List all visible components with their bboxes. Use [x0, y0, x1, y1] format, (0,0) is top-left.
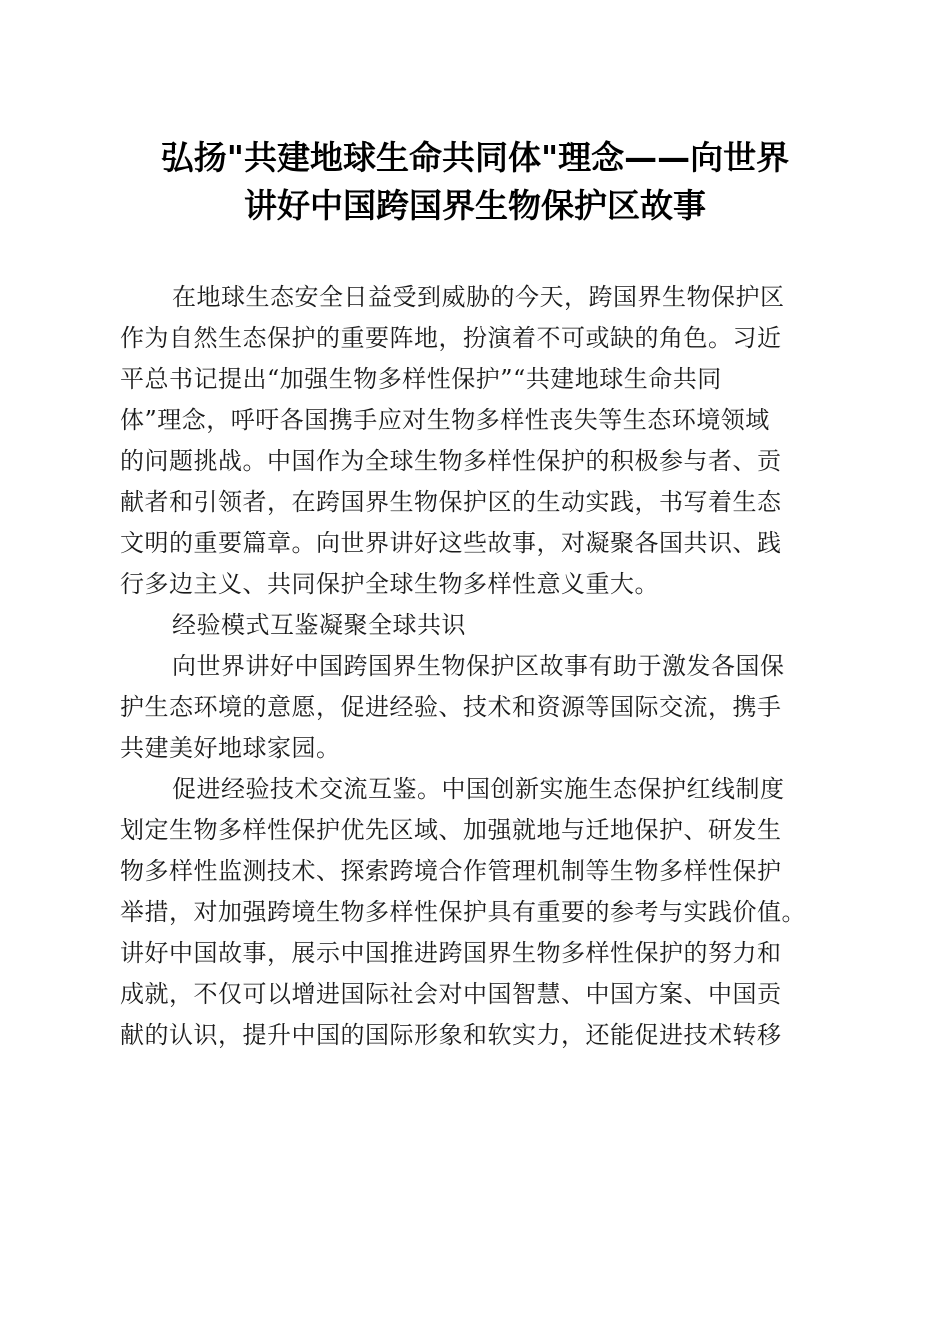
text-line: 献的认识，提升中国的国际形象和软实力，还能促进技术转移 [120, 1021, 782, 1049]
text-line: 向世界讲好中国跨国界生物保护区故事有助于激发各国保 [172, 652, 785, 680]
document-title [90, 134, 860, 230]
text-line: 行多边主义、共同保护全球生物多样性意义重大。 [120, 570, 659, 598]
text-line: 促进经验技术交流互鉴。中国创新实施生态保护红线制度 [172, 775, 785, 803]
text-line: 共建美好地球家园。 [120, 734, 341, 762]
text-line: 经验模式互鉴凝聚全球共识 [172, 611, 466, 639]
text-line: 成就，不仅可以增进国际社会对中国智慧、中国方案、中国贡 [120, 980, 782, 1008]
document-body [120, 277, 840, 1056]
title-line: 弘扬"共建地球生命共同体"理念——向世界 [160, 138, 790, 177]
text-line: 作为自然生态保护的重要阵地，扮演着不可或缺的角色。习近 [120, 324, 782, 352]
text-line: 划定生物多样性保护优先区域、加强就地与迁地保护、研发生 [120, 816, 782, 844]
text-line: 的问题挑战。中国作为全球生物多样性保护的积极参与者、贡 [120, 447, 782, 475]
paragraph-exchange [120, 769, 840, 1056]
text-line: 物多样性监测技术、探索跨境合作管理机制等生物多样性保护 [120, 857, 782, 885]
title-line: 讲好中国跨国界生物保护区故事 [244, 186, 706, 225]
text-line: 护生态环境的意愿，促进经验、技术和资源等国际交流，携手 [120, 693, 782, 721]
text-line: 举措，对加强跨境生物多样性保护具有重要的参考与实践价值。 [120, 898, 806, 926]
text-line: 献者和引领者，在跨国界生物保护区的生动实践，书写着生态 [120, 488, 782, 516]
paragraph-intro [120, 277, 840, 605]
paragraph-section-intro [120, 646, 840, 769]
text-line: 文明的重要篇章。向世界讲好这些故事，对凝聚各国共识、践 [120, 529, 782, 557]
text-line: 讲好中国故事，展示中国推进跨国界生物多样性保护的努力和 [120, 939, 782, 967]
text-line: 在地球生态安全日益受到威胁的今天，跨国界生物保护区 [172, 283, 785, 311]
section-heading [120, 605, 840, 646]
text-line: 平总书记提出“加强生物多样性保护”“共建地球生命共同 [120, 365, 722, 393]
text-line: 体”理念，呼吁各国携手应对生物多样性丧失等生态环境领域 [120, 406, 770, 434]
